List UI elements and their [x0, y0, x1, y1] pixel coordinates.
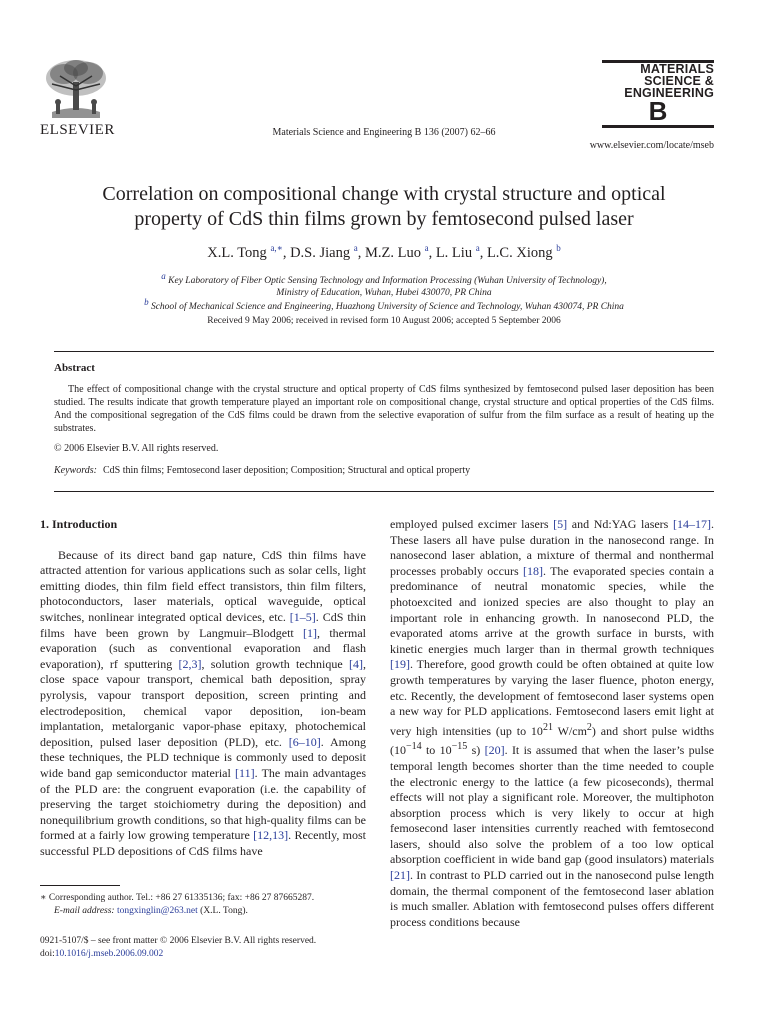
abstract-text: The effect of compositional change with the crystal structure and optical property of CdS films synthesized by femtosecond pulsed laser deposition has been studied. The results indicate that growth temperature played an important role on compositional change, crystal structure and optical properties of the CdS films. And the compositional segregation of the CdS films could be drawn from the selective evaporation of sulfur from the film surface as a result of heating up the substrates.: [54, 384, 714, 434]
issn-block: [40, 935, 316, 961]
elsevier-tree-logo-icon: [38, 56, 114, 122]
abstract-copyright: © 2006 Elsevier B.V. All rights reserved.: [54, 443, 219, 454]
author-affiliation-link[interactable]: a: [424, 243, 429, 253]
received-dates: Received 9 May 2006; received in revised form 10 August 2006; accepted 5 September 2006: [207, 316, 561, 326]
citation-link[interactable]: [2,3]: [178, 656, 202, 671]
author-name: M.Z. Luo: [364, 244, 421, 261]
citation-link[interactable]: [4]: [349, 656, 363, 671]
title-line-1: Correlation on compositional change with crystal structure and optical: [102, 183, 666, 205]
citation-link[interactable]: [1]: [303, 625, 318, 640]
intro-paragraph-right: employed pulsed excimer lasers [5] and Nd:YAG lasers [14–17]. These lasers all have pulse duration in the nanosecond range. In nanosecond laser ablation, a mixture of thermal and nonthermal processes probably occurs [18]. The evaporated species contain a predominance of neutral monatomic species, while the photoexcited and ionized species are also thought to play an important role in enhancing growth. In nanosecond PLD, the evaporated atoms arrive at the growth surface in bursts, with kinetic energies much larger than in thermal growth techniques [19]. Therefore, good growth could be often obtained at quite low growth temperatures by varying the laser fluence, photon energy, etc. Recently, the development of femtosecond laser systems open a new way for PLD applications. Femtosecond lasers emit light at very high intensities (up to $10^{21}$ $W/cm^2$) and short pulse widths ($10^{-14}$ to $10^{-15}$ s) [20]. It is assumed that when the laser’s pulse temporal length becomes shorter than the time needed to couple the electronic energy to the lattice (a few picoseconds), thermal effects will not play a significant role. Moreover, the multiphoton absorption process which is very likely to occur at high femosecond laser intensities currently reached with femtosecond lasers, should also solve the problem of a too low optical absorption coefficient in wide band gap (good insulators) materials [21]. In contrast to PLD carried out in the nanosecond pulse length domain, the thermal component of the femtosecond laser ablation is much smaller. Ablation with femtosecond pulses offers different process conditions because: [390, 517, 715, 929]
corresponding-author: ∗ Corresponding author. Tel.: +86 27 61335136; fax: +86 27 87665287.: [40, 893, 315, 903]
keywords-label: Keywords:: [54, 465, 97, 476]
citation-link[interactable]: [5]: [553, 517, 568, 531]
citation-link[interactable]: [11]: [235, 765, 255, 780]
divider-top: [54, 351, 714, 352]
author-affiliation-link[interactable]: a,∗: [270, 243, 283, 253]
citation-link[interactable]: [12,13]: [253, 828, 289, 843]
footnote-divider: [40, 885, 120, 886]
body-column-left: [40, 517, 366, 859]
author-affiliation-link[interactable]: a: [475, 243, 480, 253]
brand-line-3: ENGINEERING: [624, 86, 714, 100]
brand-letter: B: [648, 96, 668, 126]
body-column-right: [390, 517, 714, 930]
doi-label: doi:: [40, 949, 55, 959]
citation-link[interactable]: [14–17]: [672, 517, 711, 531]
brand-line-1: MATERIALS: [640, 62, 714, 76]
intro-paragraph-left: Because of its direct band gap nature, CdS thin films have attracted attention for various applications such as solar cells, light emitting diodes, thin film field effect transistors, thin film filters, photoconductors, laser materials, optical waveguide, optical switches, nonlinear integrated optical devices, etc. [1–5]. CdS thin films have been grown by Langmuir–Blodgett [1], thermal evaporation (such as conventional evaporation and flash evaporation), rf sputtering [2,3], solution growth technique [4], close space vapour transport, chemical bath deposition, spray pyrolysis, vapour transport deposition, screen printing and electrodeposition, chemical vapor deposition, ion-beam implantation, metalorganic vapor-phase epitaxy, photochemical deposition, pulsed laser deposition (PLD), etc. [6–10]. Among these techniques, the PLD technique is commonly used to deposit wide band gap semiconductor material [11]. The main advantages of the PLD are: the congruent evaporation (i.e. the capability of preserving the target stoichiometry during the deposition) and nonequilibrium growth conditions, so that high-quality films can be formed at a fairly low growing temperature [12,13]. Recently, most successful PLD depositions of CdS films have: [40, 547, 367, 858]
author-affiliation-link[interactable]: b: [556, 243, 561, 253]
citation-link[interactable]: [18]: [522, 563, 543, 578]
email-link[interactable]: tongxinglin@263.net: [116, 905, 198, 916]
abstract-heading: Abstract: [54, 362, 95, 374]
affiliation-label: a: [161, 271, 166, 281]
citation-link[interactable]: [20]: [484, 743, 505, 758]
author-list: X.L. Tong $^{a,∗}$, D.S. Jiang $^a$, M.Z. Luo $^a$, L. Liu $^a$, L.C. Xiong $^b$: [207, 243, 561, 261]
email-line: [40, 905, 370, 918]
citation-link[interactable]: [1–5]: [289, 609, 316, 624]
journal-reference: Materials Science and Engineering B 136 (2007) 62–66: [272, 127, 496, 138]
section-heading-introduction: 1. Introduction: [40, 517, 118, 531]
keywords-list: CdS thin films; Femtosecond laser deposition; Composition; Structural and optical property: [102, 465, 471, 476]
author-name: L.C. Xiong: [486, 244, 553, 261]
author-name: X.L. Tong: [207, 244, 267, 261]
publisher-name: ELSEVIER: [40, 122, 115, 138]
brand-line-2: SCIENCE &: [644, 74, 714, 88]
author-name: L. Liu: [435, 244, 473, 261]
affiliation-b-text: School of Mechanical Science and Engineering, Huazhong University of Science and Technology, Wuhan 430074, PR China: [150, 302, 624, 313]
citation-link[interactable]: [21]: [390, 868, 410, 883]
doi-line: [40, 948, 316, 961]
affiliation-a: [0, 270, 768, 299]
affiliation-a-line-2: Ministry of Education, Wuhan, Hubei 430070, PR China: [276, 288, 492, 299]
email-label: E-mail address:: [54, 905, 115, 916]
affiliation-a-line-1: Key Laboratory of Fiber Optic Sensing Technology and Information Processing (Wuhan University of Technology),: [168, 276, 607, 287]
keywords: [54, 465, 470, 476]
divider-bottom: [54, 491, 714, 492]
footnote: [40, 892, 370, 917]
author-affiliation-link[interactable]: a: [353, 243, 358, 253]
issn-line: 0921-5107/$ – see front matter © 2006 Elsevier B.V. All rights reserved.: [40, 936, 317, 946]
article-title: [0, 182, 768, 232]
title-line-2: property of CdS thin films grown by femtosecond pulsed laser: [134, 208, 634, 230]
affiliation-b: [0, 296, 768, 313]
journal-brand: [602, 60, 714, 128]
citation-link[interactable]: [6–10]: [288, 734, 321, 749]
citation-link[interactable]: [19]: [390, 657, 410, 672]
affiliation-label: b: [144, 297, 149, 307]
doi-link[interactable]: 10.1016/j.mseb.2006.09.002: [54, 949, 164, 959]
author-name: D.S. Jiang: [290, 244, 351, 261]
journal-url[interactable]: www.elsevier.com/locate/mseb: [589, 140, 714, 151]
email-suffix: (X.L. Tong).: [200, 905, 248, 916]
